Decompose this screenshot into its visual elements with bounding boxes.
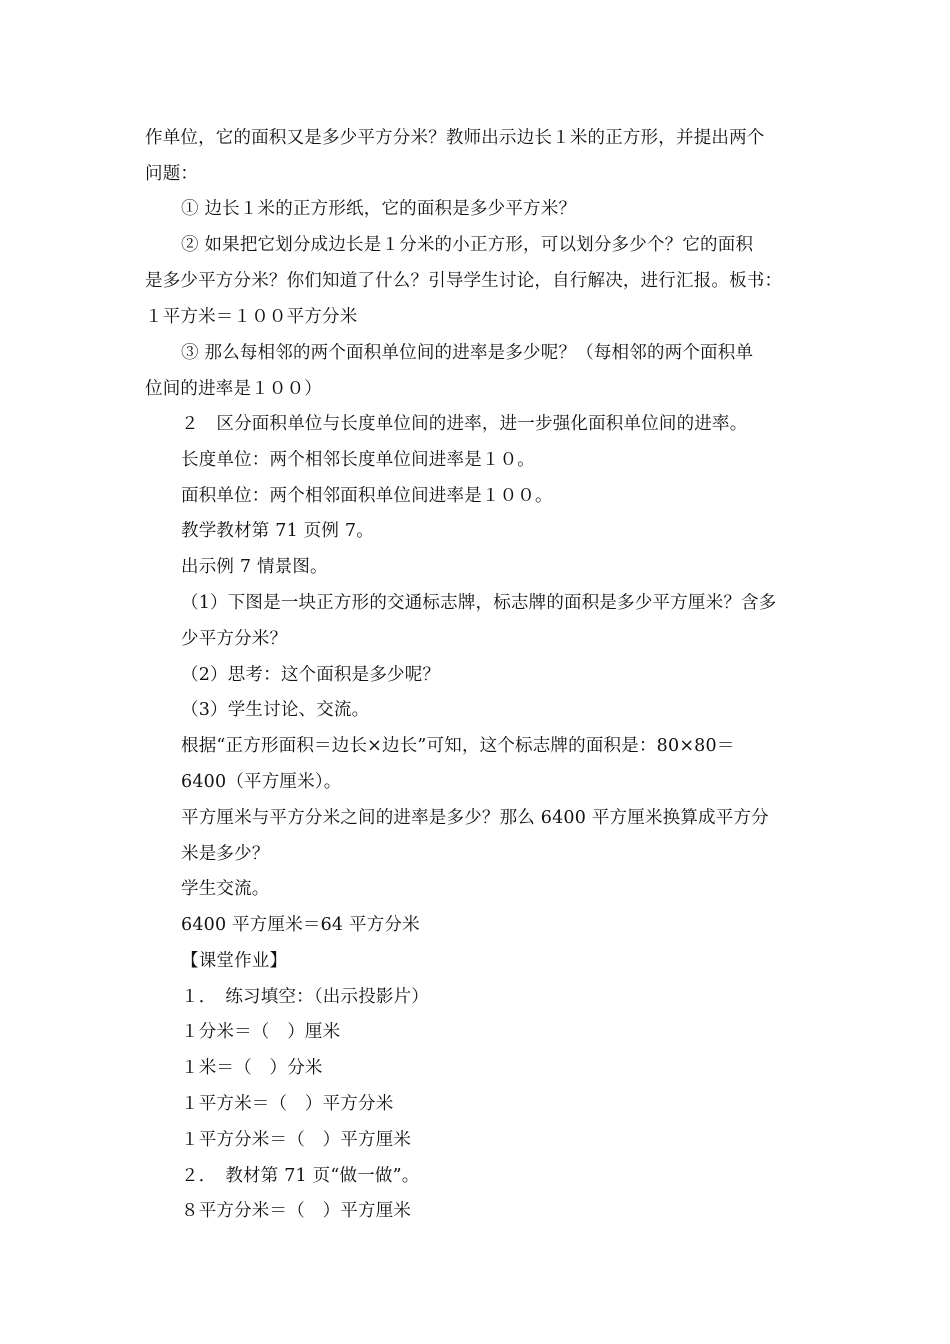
text-line: 是多少平方分米？你们知道了什么？引导学生讨论，自行解决，进行汇报。板书： <box>145 271 783 291</box>
text-line: 平方厘米与平方分米之间的进率是多少？那么 6400 平方厘米换算成平方分 <box>181 808 769 828</box>
text-line: 长度单位：两个相邻长度单位间进率是１０。 <box>181 450 535 470</box>
text-line: ③ 那么每相邻的两个面积单位间的进率是多少呢？（每相邻的两个面积单 <box>181 343 754 363</box>
text-line: （2）思考：这个面积是多少呢？ <box>181 665 441 685</box>
text-line: ② 如果把它划分成边长是１分米的小正方形，可以划分多少个？它的面积 <box>181 235 754 255</box>
text-line: 学生交流。 <box>181 879 270 899</box>
text-line: １平方分米＝（ ）平方厘米 <box>181 1130 412 1150</box>
text-line: １平方米＝（ ）平方分米 <box>181 1094 394 1114</box>
text-line: １． 练习填空：（出示投影片） <box>181 987 429 1007</box>
text-line: 问题： <box>145 164 199 184</box>
text-line: 出示例 7 情景图。 <box>181 557 328 577</box>
text-line: （1）下图是一块正方形的交通标志牌，标志牌的面积是多少平方厘米？含多 <box>181 593 777 613</box>
text-line: 面积单位：两个相邻面积单位间进率是１００。 <box>181 486 553 506</box>
text-line: 教学教材第 71 页例 7。 <box>181 521 374 541</box>
text-line: 6400 平方厘米＝64 平方分米 <box>181 915 420 935</box>
text-line: １分米＝（ ）厘米 <box>181 1022 341 1042</box>
text-line: 位间的进率是１００） <box>145 379 322 399</box>
text-line: ８平方分米＝（ ）平方厘米 <box>181 1201 412 1221</box>
text-line: １米＝（ ）分米 <box>181 1058 323 1078</box>
text-line: １平方米＝１００平方分米 <box>145 307 358 327</box>
text-line: 根据“正方形面积＝边长×边长”可知，这个标志牌的面积是：80×80＝ <box>181 736 735 756</box>
text-line: ２ 区分面积单位与长度单位间的进率，进一步强化面积单位间的进率。 <box>181 414 748 434</box>
text-line: （3）学生讨论、交流。 <box>181 700 370 720</box>
text-line: ２． 教材第 71 页“做一做”。 <box>181 1166 420 1186</box>
text-line: 少平方分米？ <box>181 629 288 649</box>
text-line: 【课堂作业】 <box>181 951 288 971</box>
text-line: 米是多少？ <box>181 844 270 864</box>
text-line: 作单位，它的面积又是多少平方分米？教师出示边长１米的正方形，并提出两个 <box>145 128 765 148</box>
text-line: 6400（平方厘米）。 <box>181 772 342 792</box>
text-line: ① 边长１米的正方形纸，它的面积是多少平方米？ <box>181 199 577 219</box>
